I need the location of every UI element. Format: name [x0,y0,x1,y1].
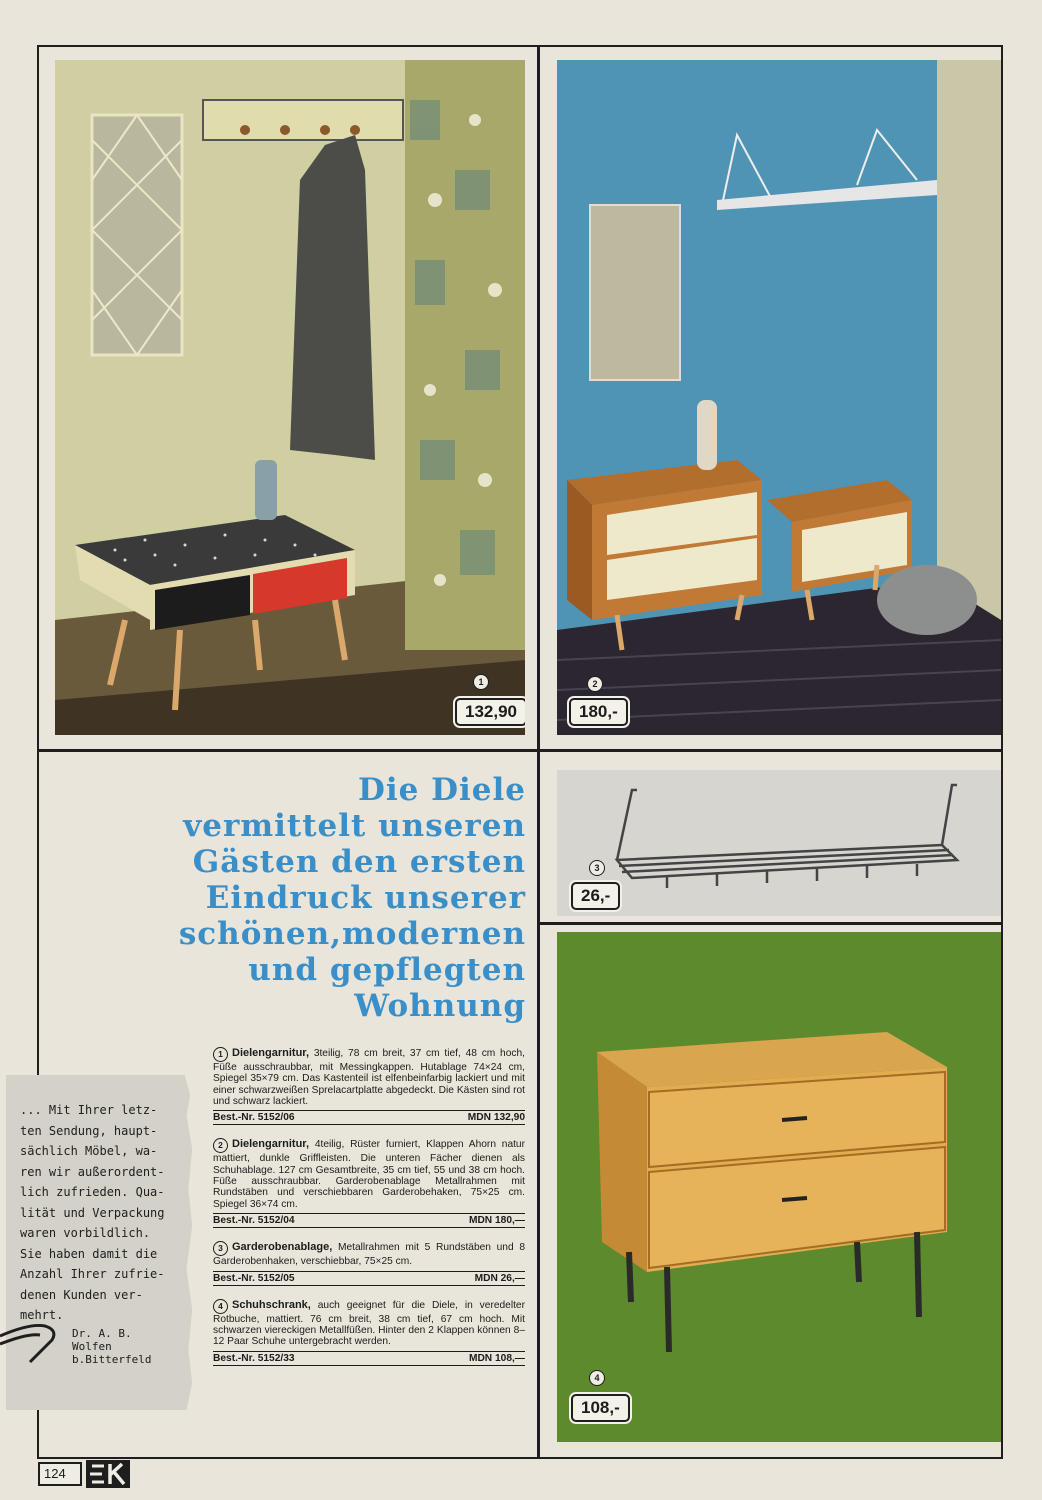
quote-line: lität und Verpackung [20,1205,165,1220]
publisher-logo-icon [86,1460,130,1488]
headline-line: Eindruck unserer [205,880,526,916]
headline-line: Gästen den ersten [192,844,526,880]
item-number-3: 3 [589,860,605,876]
customer-quote [20,1100,192,1326]
signature-line: Dr. A. B. [72,1327,132,1340]
order-price: MDN 180,— [468,1214,525,1226]
headline [60,772,526,1024]
hallway-scene-2 [557,60,1001,735]
signature-line: Wolfen [72,1340,112,1353]
headline-line: und gepflegten [248,952,526,988]
item-number-badge: 4 [213,1299,228,1314]
quote-line: Anzahl Ihrer zufrie- [20,1267,165,1281]
item-text: 3teilig, 78 cm breit, 37 cm tief, 48 cm hoch, Füße ausschraubbar, mit Messingkappen. Hutablage 74×24 cm, Spiegel 35×79 cm. Das Kastenteil ist elfenbeinfarbig lackiert und mit einer schwarzweißen Sprelacartplatte abgedeckt. Die Kästen sind rot und schwarz lackiert. [213,1048,525,1107]
column-divider [537,45,540,1459]
price-tag-4: 108,- [571,1394,630,1422]
coat-rack-illustration [557,770,1001,916]
item-number-2: 2 [587,676,603,692]
signature-line: b.Bitterfeld [72,1353,152,1366]
headline-line: vermittelt unseren [183,808,526,844]
item-title: Garderobenablage, [232,1241,333,1254]
order-price: MDN 132,90 [467,1112,525,1124]
shoe-cabinet-illustration [557,932,1001,1442]
price-tag-3: 26,- [571,882,620,910]
paperclip-icon [0,1318,70,1368]
photo-dielengarnitur-1 [55,60,525,735]
page-number: 124 [38,1462,82,1486]
hallway-scene-1 [55,60,525,735]
item-number-4: 4 [589,1370,605,1386]
row-divider-right [540,922,1003,925]
photo-schuhschrank [557,932,1001,1442]
item-text: auch geeignet für die Diele, in veredelter Rotbuche, mattiert. 76 cm breit, 38 cm tief, 67 cm hoch. Mit schwarzen viereckigen Metallfüßen. Hinter den 2 Klappen können 8–12 Paar Schuhe untergebracht werden. [213,1299,525,1348]
headline-line: Wohnung [354,988,526,1024]
item-4 [213,1299,525,1366]
quote-line: lich zufrieden. Qua- [20,1185,165,1199]
photo-dielengarnitur-2 [557,60,1001,735]
photo-garderobenablage [557,770,1001,916]
order-price: MDN 108,— [468,1352,525,1364]
item-number-1: 1 [473,674,489,690]
quote-line: mehrt. [20,1308,64,1322]
price-tag-2: 180,- [569,698,628,726]
item-text: 4teilig, Rüster furniert, Klappen Ahorn natur mattiert, dunkle Griffleisten. Die unteren Fächer dienen als Schuhablage. 127 cm Gesamtbreite, 35 cm tief, 55 und 38 cm hoch. Füße ausschraubbar. Garderobenablage Metallrahmen mit Rundstäben und verschiebbaren Garderobehaken, 75×25 cm. Spiegel 36×74 cm. [213,1139,525,1210]
item-title: Schuhschrank, [232,1298,311,1311]
order-price: MDN 26,— [474,1272,525,1284]
item-number-badge: 1 [213,1047,228,1062]
item-descriptions [213,1047,525,1379]
quote-line: ... Mit Ihrer letz- [20,1103,158,1117]
order-number: Best.-Nr. 5152/33 [213,1352,295,1364]
quote-line: denen Kunden ver- [20,1287,143,1302]
row-divider-top [37,749,1003,752]
order-number: Best.-Nr. 5152/06 [213,1112,295,1124]
quote-line: ren wir außerordent- [20,1164,165,1179]
quote-signature [72,1327,182,1366]
headline-line: Die Diele [357,772,526,808]
item-1 [213,1047,525,1125]
item-text: Metallrahmen mit 5 Rundstäben und 8 Garderobenhaken, verschiebbar, 75×25 cm. [213,1242,525,1268]
item-2 [213,1138,525,1228]
item-number-badge: 2 [213,1138,228,1153]
quote-line: waren vorbildlich. [20,1226,151,1240]
order-number: Best.-Nr. 5152/05 [213,1272,295,1284]
item-3 [213,1241,525,1286]
item-title: Dielengarnitur, [232,1138,310,1151]
quote-line: sächlich Möbel, wa- [20,1144,158,1158]
order-number: Best.-Nr. 5152/04 [213,1214,295,1226]
headline-line: schönen,modernen [178,916,526,952]
quote-line: ten Sendung, haupt- [20,1123,158,1138]
price-tag-1: 132,90 [455,698,525,726]
quote-line: Sie haben damit die [20,1246,158,1261]
item-title: Dielengarnitur, [232,1047,310,1059]
item-number-badge: 3 [213,1241,228,1256]
